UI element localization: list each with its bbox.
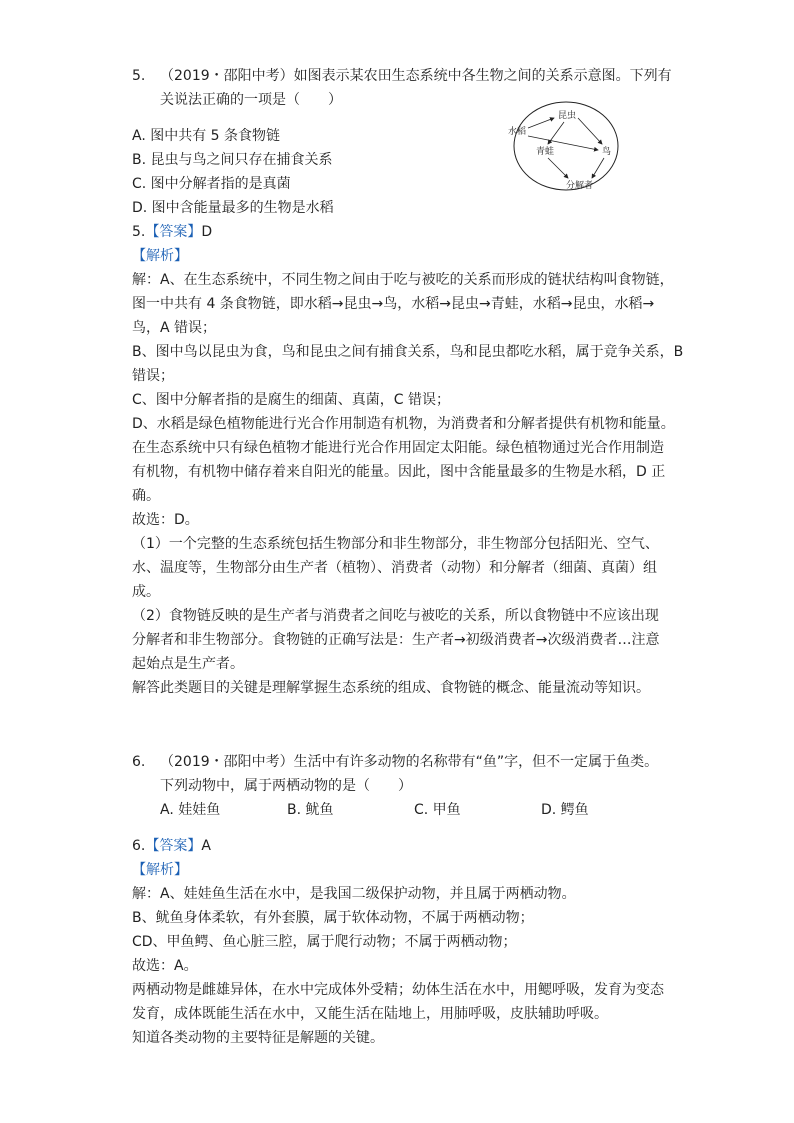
q5-analysis-line: 解：A、在生态系统中，不同生物之间由于吃与被吃的关系而形成的链状结构叫食物链， <box>132 272 674 288</box>
q5-analysis-line: 错误； <box>132 368 174 384</box>
q5-analysis-line: 鸟，A 错误； <box>132 320 217 336</box>
arrow-bird-decomposer <box>592 158 604 178</box>
arrow-insect-bird <box>578 118 602 144</box>
q6-answer-prefix: 6. <box>132 838 146 854</box>
q5-answer-label: 【答案】 <box>145 224 202 240</box>
node-frog: 青蛙 <box>536 147 555 157</box>
q6-option-d: D. 鳄鱼 <box>541 802 589 818</box>
q6-number: 6. <box>132 754 146 770</box>
q5-option-a: A. 图中共有 5 条食物链 <box>132 128 281 144</box>
q6-option-b: B. 鱿鱼 <box>287 802 334 818</box>
node-bird: 鸟 <box>602 147 612 157</box>
node-rice: 水稻 <box>508 127 527 137</box>
q5-analysis-line: C、图中分解者指的是腐生的细菌、真菌，C 错误； <box>132 392 450 408</box>
q5-option-c: C. 图中分解者指的是真菌 <box>132 176 291 192</box>
node-decomposer: 分解者 <box>566 181 594 191</box>
q6-stem-line1: （2019・邵阳中考）生活中有许多动物的名称带有“鱼”字，但不一定属于鱼类。 <box>160 754 659 770</box>
q5-stem-line1: （2019・邵阳中考）如图表示某农田生态系统中各生物之间的关系示意图。下列有 <box>160 68 672 84</box>
q5-option-b: B. 昆虫与鸟之间只存在捕食关系 <box>132 152 333 168</box>
q5-answer-prefix: 5. <box>132 224 146 240</box>
q5-analysis-line: 有机物，有机物中储存着来自阳光的能量。因此，图中含能量最多的生物是水稻，D 正 <box>132 464 666 480</box>
q5-analysis-line: （2）食物链反映的是生产者与消费者之间吃与被吃的关系，所以食物链中不应该出现 <box>132 608 659 624</box>
q6-analysis-label: 【解析】 <box>132 862 188 878</box>
node-insect: 昆虫 <box>558 111 577 121</box>
q5-analysis-line: D、水稻是绿色植物能进行光合作用制造有机物，为消费者和分解者提供有机物和能量。 <box>132 416 675 432</box>
q5-analysis-line: 水、温度等，生物部分由生产者（植物）、消费者（动物）和分解者（细菌、真菌）组 <box>132 560 657 576</box>
q6-analysis-line: 两栖动物是雌雄异体，在水中完成体外受精；幼体生活在水中，用鳃呼吸，发育为变态 <box>132 982 664 998</box>
q6-analysis-line: CD、甲鱼鳄、鱼心脏三腔，属于爬行动物；不属于两栖动物； <box>132 934 517 950</box>
q6-analysis-line: 故选：A。 <box>132 958 198 974</box>
arrow-rice-insect <box>528 118 554 128</box>
q6-analysis-line: 知道各类动物的主要特征是解题的关键。 <box>132 1030 384 1046</box>
q5-analysis-line: 确。 <box>132 488 160 504</box>
q5-analysis-line: B、图中鸟以昆虫为食，鸟和昆虫之间有捕食关系，鸟和昆虫都吃水稻，属于竞争关系，B <box>132 344 684 360</box>
arrow-frog-decomposer <box>548 158 568 178</box>
q5-analysis-label: 【解析】 <box>132 248 188 264</box>
q6-analysis-line: 发育，成体既能生活在水中，又能生活在陆地上，用肺呼吸，皮肤辅助呼吸。 <box>132 1006 608 1022</box>
q6-answer-value: A <box>201 838 211 854</box>
q5-analysis-line: 分解者和非生物部分。食物链的正确写法是：生产者→初级消费者→次级消费者…注意 <box>132 632 660 648</box>
q5-analysis-line: （1）一个完整的生态系统包括生物部分和非生物部分，非生物部分包括阳光、空气、 <box>132 536 659 552</box>
food-web-diagram <box>506 96 626 196</box>
q6-option-c: C. 甲鱼 <box>414 802 461 818</box>
q5-option-d: D. 图中含能量最多的生物是水稻 <box>132 200 334 216</box>
q5-number: 5. <box>132 68 146 84</box>
q6-analysis-line: 解：A、娃娃鱼生活在水中，是我国二级保护动物，并且属于两栖动物。 <box>132 886 576 902</box>
q5-analysis-line: 图一中共有 4 条食物链，即水稻→昆虫→鸟，水稻→昆虫→青蛙，水稻→昆虫，水稻→ <box>132 296 655 312</box>
q5-analysis-line: 解答此类题目的关键是理解掌握生态系统的组成、食物链的概念、能量流动等知识。 <box>132 680 650 696</box>
q5-stem-line2: 关说法正确的一项是（ ） <box>160 92 342 108</box>
q5-answer <box>132 222 212 242</box>
q6-stem-line2: 下列动物中，属于两栖动物的是（ ） <box>160 778 412 794</box>
q6-answer <box>132 836 211 856</box>
q5-analysis-line: 在生态系统中只有绿色植物才能进行光合作用固定太阳能。绿色植物通过光合作用制造 <box>132 440 664 456</box>
q6-analysis-line: B、鱿鱼身体柔软，有外套膜，属于软体动物，不属于两栖动物； <box>132 910 534 926</box>
q5-analysis-line: 故选：D。 <box>132 512 199 528</box>
q5-analysis-line: 起始点是生产者。 <box>132 656 244 672</box>
q5-analysis-line: 成。 <box>132 584 160 600</box>
q6-answer-label: 【答案】 <box>145 838 202 854</box>
q5-answer-value: D <box>201 224 213 240</box>
q6-option-a: A. 娃娃鱼 <box>160 802 221 818</box>
